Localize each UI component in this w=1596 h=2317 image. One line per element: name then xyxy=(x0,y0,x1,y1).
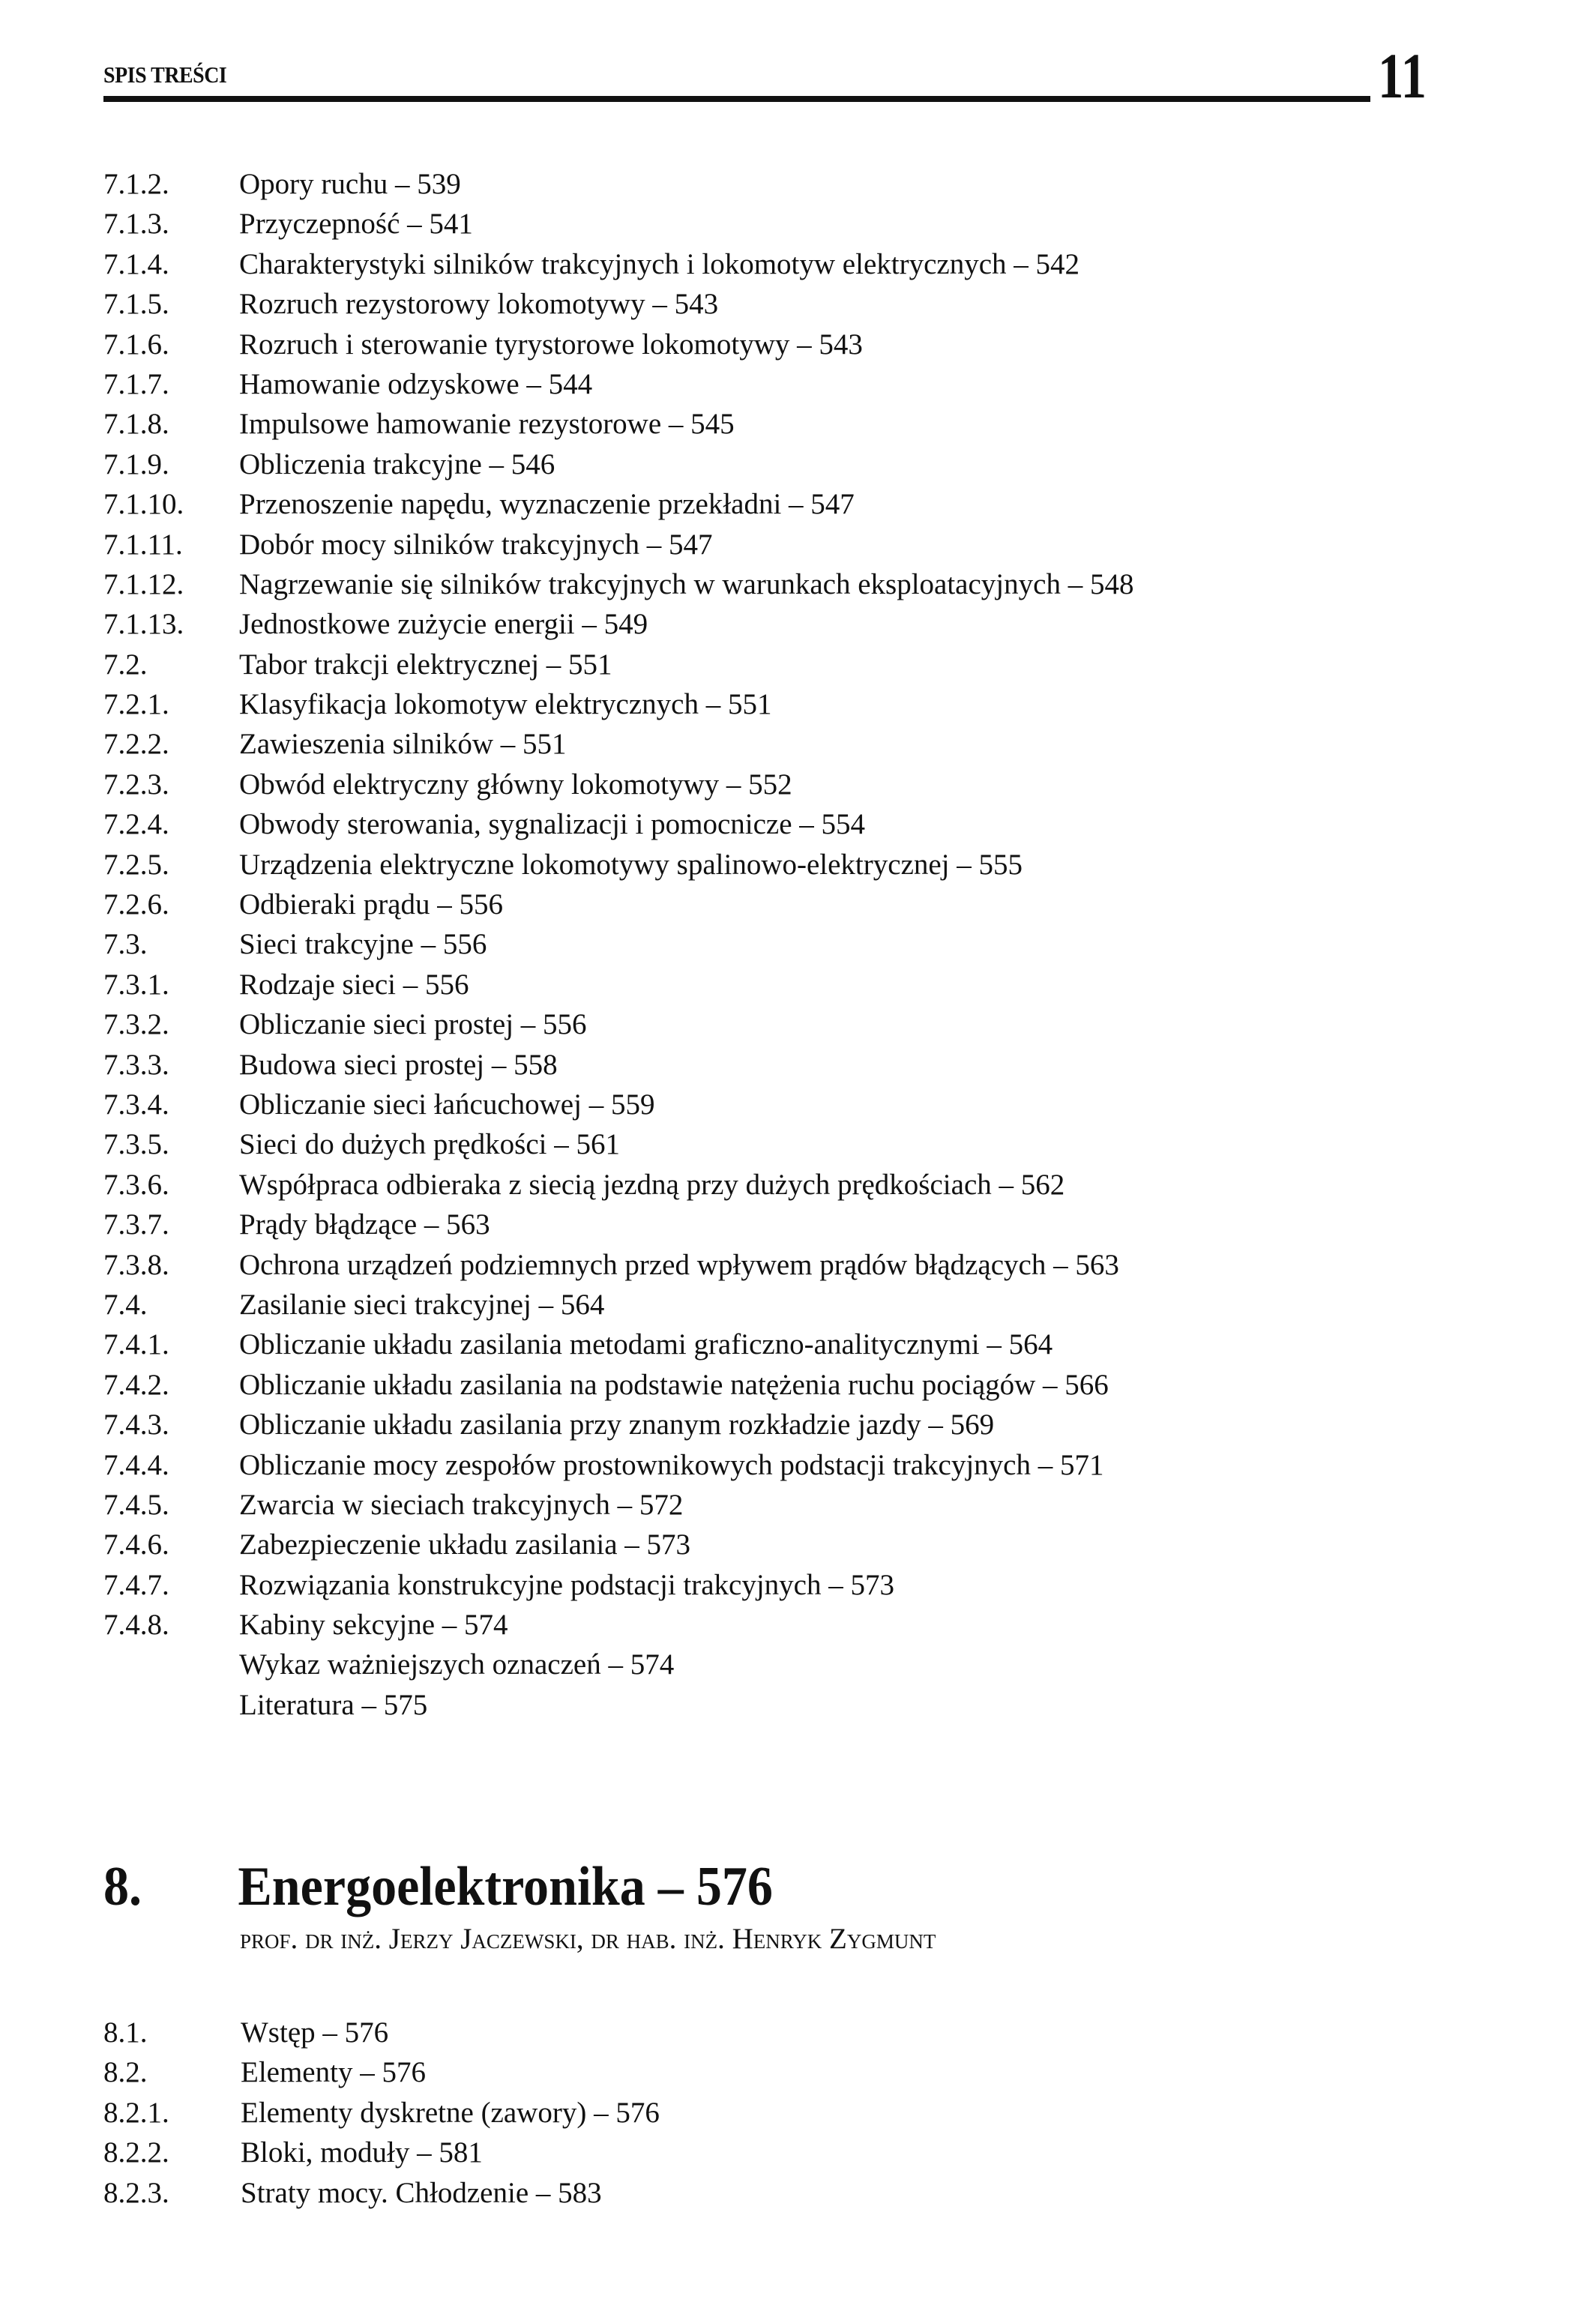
toc-entry-number: 7.2.2. xyxy=(103,728,169,761)
toc-entry-title: Wykaz ważniejszych oznaczeń – 574 xyxy=(239,1648,675,1681)
toc-entry-title: Zawieszenia silników – 551 xyxy=(239,728,567,761)
toc-entry-number: 7.4.7. xyxy=(103,1568,169,1601)
toc-entry-number: 7.3.8. xyxy=(103,1248,169,1281)
toc-entry-title: Wstęp – 576 xyxy=(241,2016,389,2049)
toc-entry-title: Straty mocy. Chłodzenie – 583 xyxy=(241,2176,602,2209)
toc-entry-title: Impulsowe hamowanie rezystorowe – 545 xyxy=(239,408,735,441)
toc-entry-number: 7.3. xyxy=(103,928,148,961)
chapter-authors: prof. dr inż. Jerzy Jaczewski, dr hab. inż. Henryk Zygmunt xyxy=(240,1923,936,1955)
toc-entry-number: 7.3.3. xyxy=(103,1048,169,1081)
toc-entry-title: Przyczepność – 541 xyxy=(239,208,473,241)
toc-entry-number: 7.4. xyxy=(103,1288,148,1321)
toc-entry-number: 7.3.2. xyxy=(103,1008,169,1041)
toc-entry-number: 7.4.2. xyxy=(103,1368,169,1401)
toc-entry-title: Nagrzewanie się silników trakcyjnych w warunkach eksploatacyjnych – 548 xyxy=(239,567,1134,600)
toc-entry-number: 7.1.2. xyxy=(103,168,169,200)
toc-entry-number: 7.1.6. xyxy=(103,328,169,361)
toc-entry-title: Obwody sterowania, sygnalizacji i pomocnicze – 554 xyxy=(239,808,866,841)
toc-entry-title: Bloki, moduły – 581 xyxy=(241,2136,483,2169)
toc-entry-title: Obliczanie mocy zespołów prostownikowych podstacji trakcyjnych – 571 xyxy=(239,1448,1104,1481)
toc-entry-number: 7.1.5. xyxy=(103,288,169,321)
chapter-number: 8. xyxy=(103,1856,142,1917)
toc-entry-number: 7.3.1. xyxy=(103,968,169,1001)
toc-entry-number: 7.2.5. xyxy=(103,848,169,881)
toc-entry-title: Klasyfikacja lokomotyw elektrycznych – 551 xyxy=(239,688,772,721)
toc-entry-number: 7.4.6. xyxy=(103,1528,169,1561)
toc-entry-number: 7.1.4. xyxy=(103,247,169,280)
toc-entry-number: 7.1.7. xyxy=(103,367,169,400)
toc-entry-number: 7.3.6. xyxy=(103,1168,169,1201)
toc-entry-title: Przenoszenie napędu, wyznaczenie przekładni – 547 xyxy=(239,488,855,521)
toc-entry-number: 8.2. xyxy=(103,2056,148,2089)
toc-entry-number: 7.2.4. xyxy=(103,808,169,841)
toc-entry-title: Budowa sieci prostej – 558 xyxy=(239,1048,558,1081)
toc-entry-number: 7.3.4. xyxy=(103,1088,169,1121)
toc-entry-title: Kabiny sekcyjne – 574 xyxy=(239,1609,508,1642)
toc-entry-number: 8.1. xyxy=(103,2016,148,2049)
toc-entry-number: 7.3.5. xyxy=(103,1128,169,1161)
toc-entry-title: Zwarcia w sieciach trakcyjnych – 572 xyxy=(239,1488,684,1521)
toc-entry-title: Hamowanie odzyskowe – 544 xyxy=(239,367,593,400)
toc-entry-title: Obliczenia trakcyjne – 546 xyxy=(239,448,555,480)
toc-entry-number: 7.2.3. xyxy=(103,768,169,801)
toc-entry-title: Sieci do dużych prędkości – 561 xyxy=(239,1128,620,1161)
toc-entry-title: Sieci trakcyjne – 556 xyxy=(239,928,487,961)
toc-entry-title: Dobór mocy silników trakcyjnych – 547 xyxy=(239,528,713,561)
toc-entry-title: Elementy – 576 xyxy=(241,2056,426,2089)
toc-entry-title: Zasilanie sieci trakcyjnej – 564 xyxy=(239,1288,605,1321)
toc-entry-title: Zabezpieczenie układu zasilania – 573 xyxy=(239,1528,691,1561)
toc-entry-number: 7.1.12. xyxy=(103,567,184,600)
toc-entry-title: Obliczanie sieci łańcuchowej – 559 xyxy=(239,1088,655,1121)
toc-entry-number: 7.1.10. xyxy=(103,488,184,521)
toc-entry-title: Obliczanie układu zasilania metodami graficzno-analitycznymi – 564 xyxy=(239,1328,1053,1361)
toc-entry-title: Obwód elektryczny główny lokomotywy – 552 xyxy=(239,768,792,801)
running-header: SPIS TREŚCI xyxy=(103,61,227,88)
toc-entry-title: Prądy błądzące – 563 xyxy=(239,1208,490,1241)
toc-entry-number: 7.4.4. xyxy=(103,1448,169,1481)
toc-entry-number: 7.4.8. xyxy=(103,1609,169,1642)
toc-entry-title: Współpraca odbieraka z siecią jezdną przy dużych prędkościach – 562 xyxy=(239,1168,1065,1201)
toc-entry-number: 7.4.3. xyxy=(103,1408,169,1441)
toc-entry-number: 8.2.1. xyxy=(103,2096,169,2129)
toc-entry-title: Rozruch rezystorowy lokomotywy – 543 xyxy=(239,288,719,321)
toc-entry-number: 8.2.3. xyxy=(103,2176,169,2209)
toc-entry-number: 7.4.5. xyxy=(103,1488,169,1521)
page-number: 11 xyxy=(1378,40,1427,112)
toc-entry-title: Rozruch i sterowanie tyrystorowe lokomotywy – 543 xyxy=(239,328,863,361)
chapter-heading xyxy=(103,1854,773,1919)
toc-entry-number: 7.2. xyxy=(103,648,148,681)
toc-entry-title: Ochrona urządzeń podziemnych przed wpływem prądów błądzących – 563 xyxy=(239,1248,1119,1281)
toc-entry-title: Rodzaje sieci – 556 xyxy=(239,968,469,1001)
toc-entry-number: 7.1.11. xyxy=(103,528,183,561)
toc-entry-number: 7.2.1. xyxy=(103,688,169,721)
toc-entry-number: 7.2.6. xyxy=(103,888,169,921)
toc-entry-title: Literatura – 575 xyxy=(239,1688,428,1721)
chapter-title: Energoelektronika – 576 xyxy=(238,1856,773,1917)
toc-entry-title: Jednostkowe zużycie energii – 549 xyxy=(239,608,648,641)
toc-entry-title: Rozwiązania konstrukcyjne podstacji trakcyjnych – 573 xyxy=(239,1568,894,1601)
toc-entry-title: Obliczanie sieci prostej – 556 xyxy=(239,1008,587,1041)
toc-entry-title: Elementy dyskretne (zawory) – 576 xyxy=(241,2096,660,2129)
toc-entry-title: Tabor trakcji elektrycznej – 551 xyxy=(239,648,612,681)
toc-entry-number: 7.1.8. xyxy=(103,408,169,441)
toc-entry-title: Obliczanie układu zasilania na podstawie natężenia ruchu pociągów – 566 xyxy=(239,1368,1109,1401)
toc-entry-title: Charakterystyki silników trakcyjnych i lokomotyw elektrycznych – 542 xyxy=(239,247,1080,280)
toc-entry-title: Opory ruchu – 539 xyxy=(239,168,461,200)
toc-entry-title: Urządzenia elektryczne lokomotywy spalinowo-elektrycznej – 555 xyxy=(239,848,1023,881)
toc-entry-title: Odbieraki prądu – 556 xyxy=(239,888,503,921)
toc-entry-number: 7.4.1. xyxy=(103,1328,169,1361)
toc-entry-number: 7.3.7. xyxy=(103,1208,169,1241)
toc-entry-number: 7.1.3. xyxy=(103,208,169,241)
header-rule xyxy=(103,96,1370,102)
toc-entry-number: 7.1.13. xyxy=(103,608,184,641)
toc-entry-number: 8.2.2. xyxy=(103,2136,169,2169)
toc-entry-title: Obliczanie układu zasilania przy znanym rozkładzie jazdy – 569 xyxy=(239,1408,995,1441)
toc-entry-number: 7.1.9. xyxy=(103,448,169,480)
